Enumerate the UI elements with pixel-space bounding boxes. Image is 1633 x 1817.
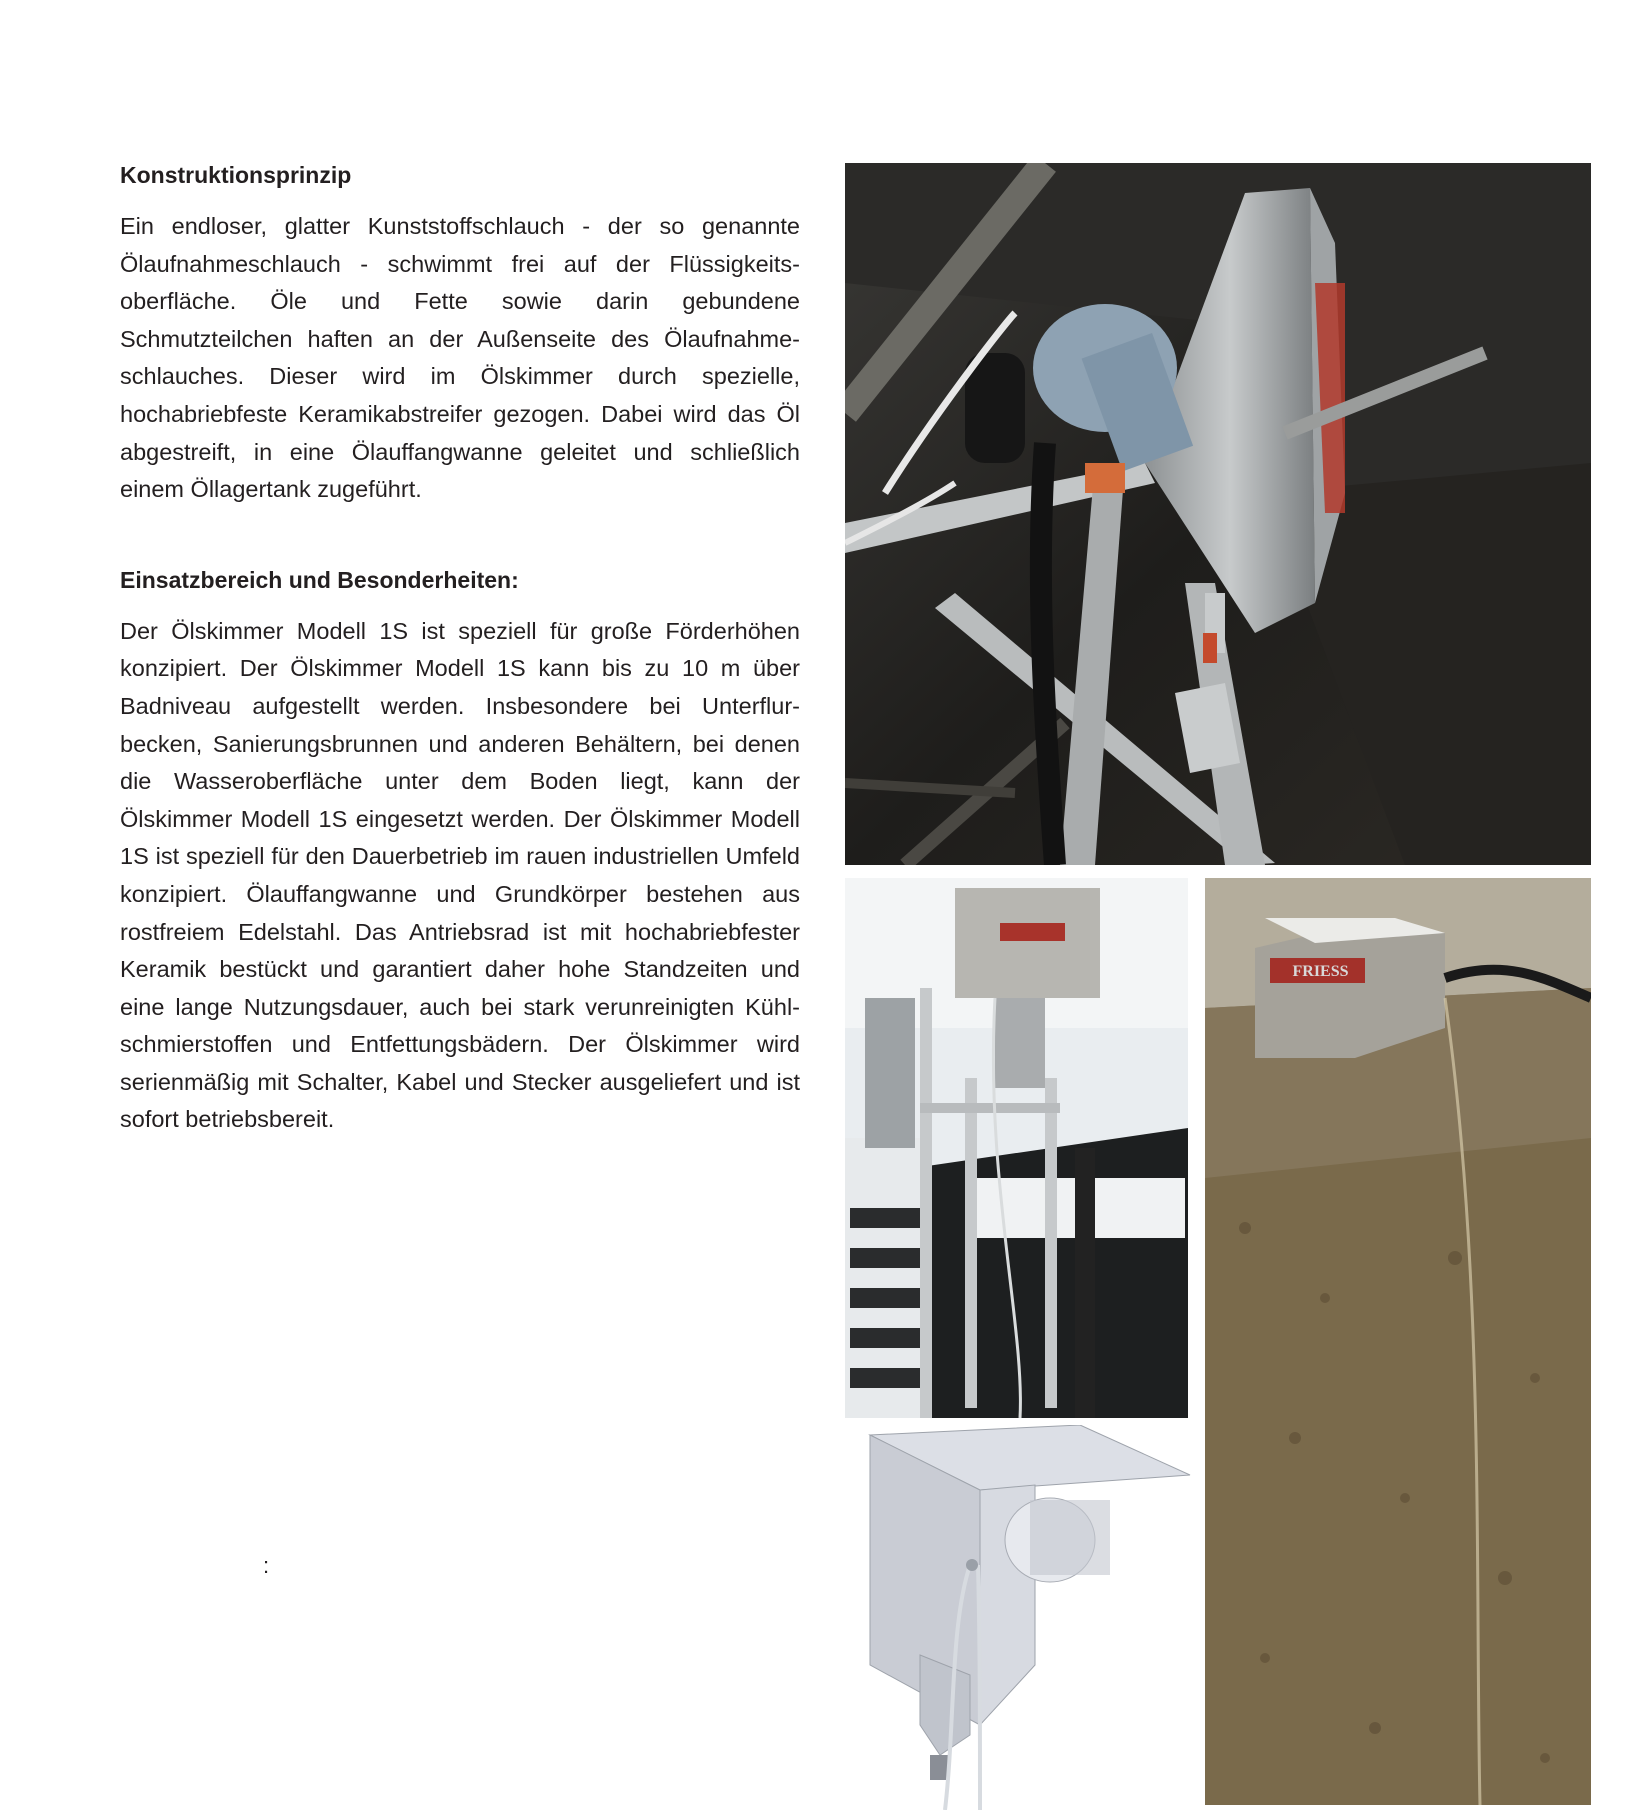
text-column (120, 160, 800, 1139)
photo-skimmer-installed-tank (845, 163, 1591, 865)
construction-paragraph: Ein endloser, glatter Kunststoffschlauch - der so genannte Ölaufnahmeschlauch - schwimmt frei auf der Flüssigkeits-oberfläche. Öle und Fette sowie darin gebundene Schmutzteilchen haften an der Außenseite des Ölaufnahme-schlauches. Dieser wird im Ölskimmer durch spezielle, hochabriebfeste Keramikabstreifer gezogen. Dabei wird das Öl abgestreift, in eine Ölauffangwanne geleitet und schließlich einem Öllagertank zugeführt. (120, 213, 800, 503)
stray-colon: : (263, 1553, 270, 1578)
section-heading-application: Einsatzbereich und Besonderheiten: (120, 566, 519, 593)
skimmer-housing-drawing (860, 1425, 1195, 1810)
application-paragraph: Der Ölskimmer Modell 1S ist speziell für große Förderhöhen konzipiert. Der Ölskimmer Modell 1S kann bis zu 10 m über Badniveau aufgestellt werden. Insbesondere bei Unterflur-becken, Sanierungsbrunnen und anderen Behältern, bei denen die Wasseroberfläche unter dem Boden liegt, kann der Ölskimmer Modell 1S eingesetzt werden. Der Ölskimmer Modell 1S ist speziell für den Dauerbetrieb im rauen industriellen Umfeld konzipiert. Ölauffangwanne und Grundkörper bestehen aus rostfreiem Edelstahl. Das Antriebsrad ist mit hochabriebfester Keramik bestückt und garantiert daher hohe Standzeiten und eine lange Nutzungsdauer, auch bei stark verunreinigten Kühl-schmierstoffen und Entfettungsbädern. Der Ölskimmer wird serienmäßig mit Schalter, Kabel und Stecker ausgeliefert und ist sofort betriebsbereit. (120, 617, 800, 1133)
photo-skimmer-outdoor-snow (845, 878, 1188, 1418)
brand-logo: FRIESS (1292, 963, 1349, 980)
section-heading-construction: Konstruktionsprinzip (120, 162, 352, 188)
photo-skimmer-on-concrete-wall (1205, 878, 1591, 1805)
